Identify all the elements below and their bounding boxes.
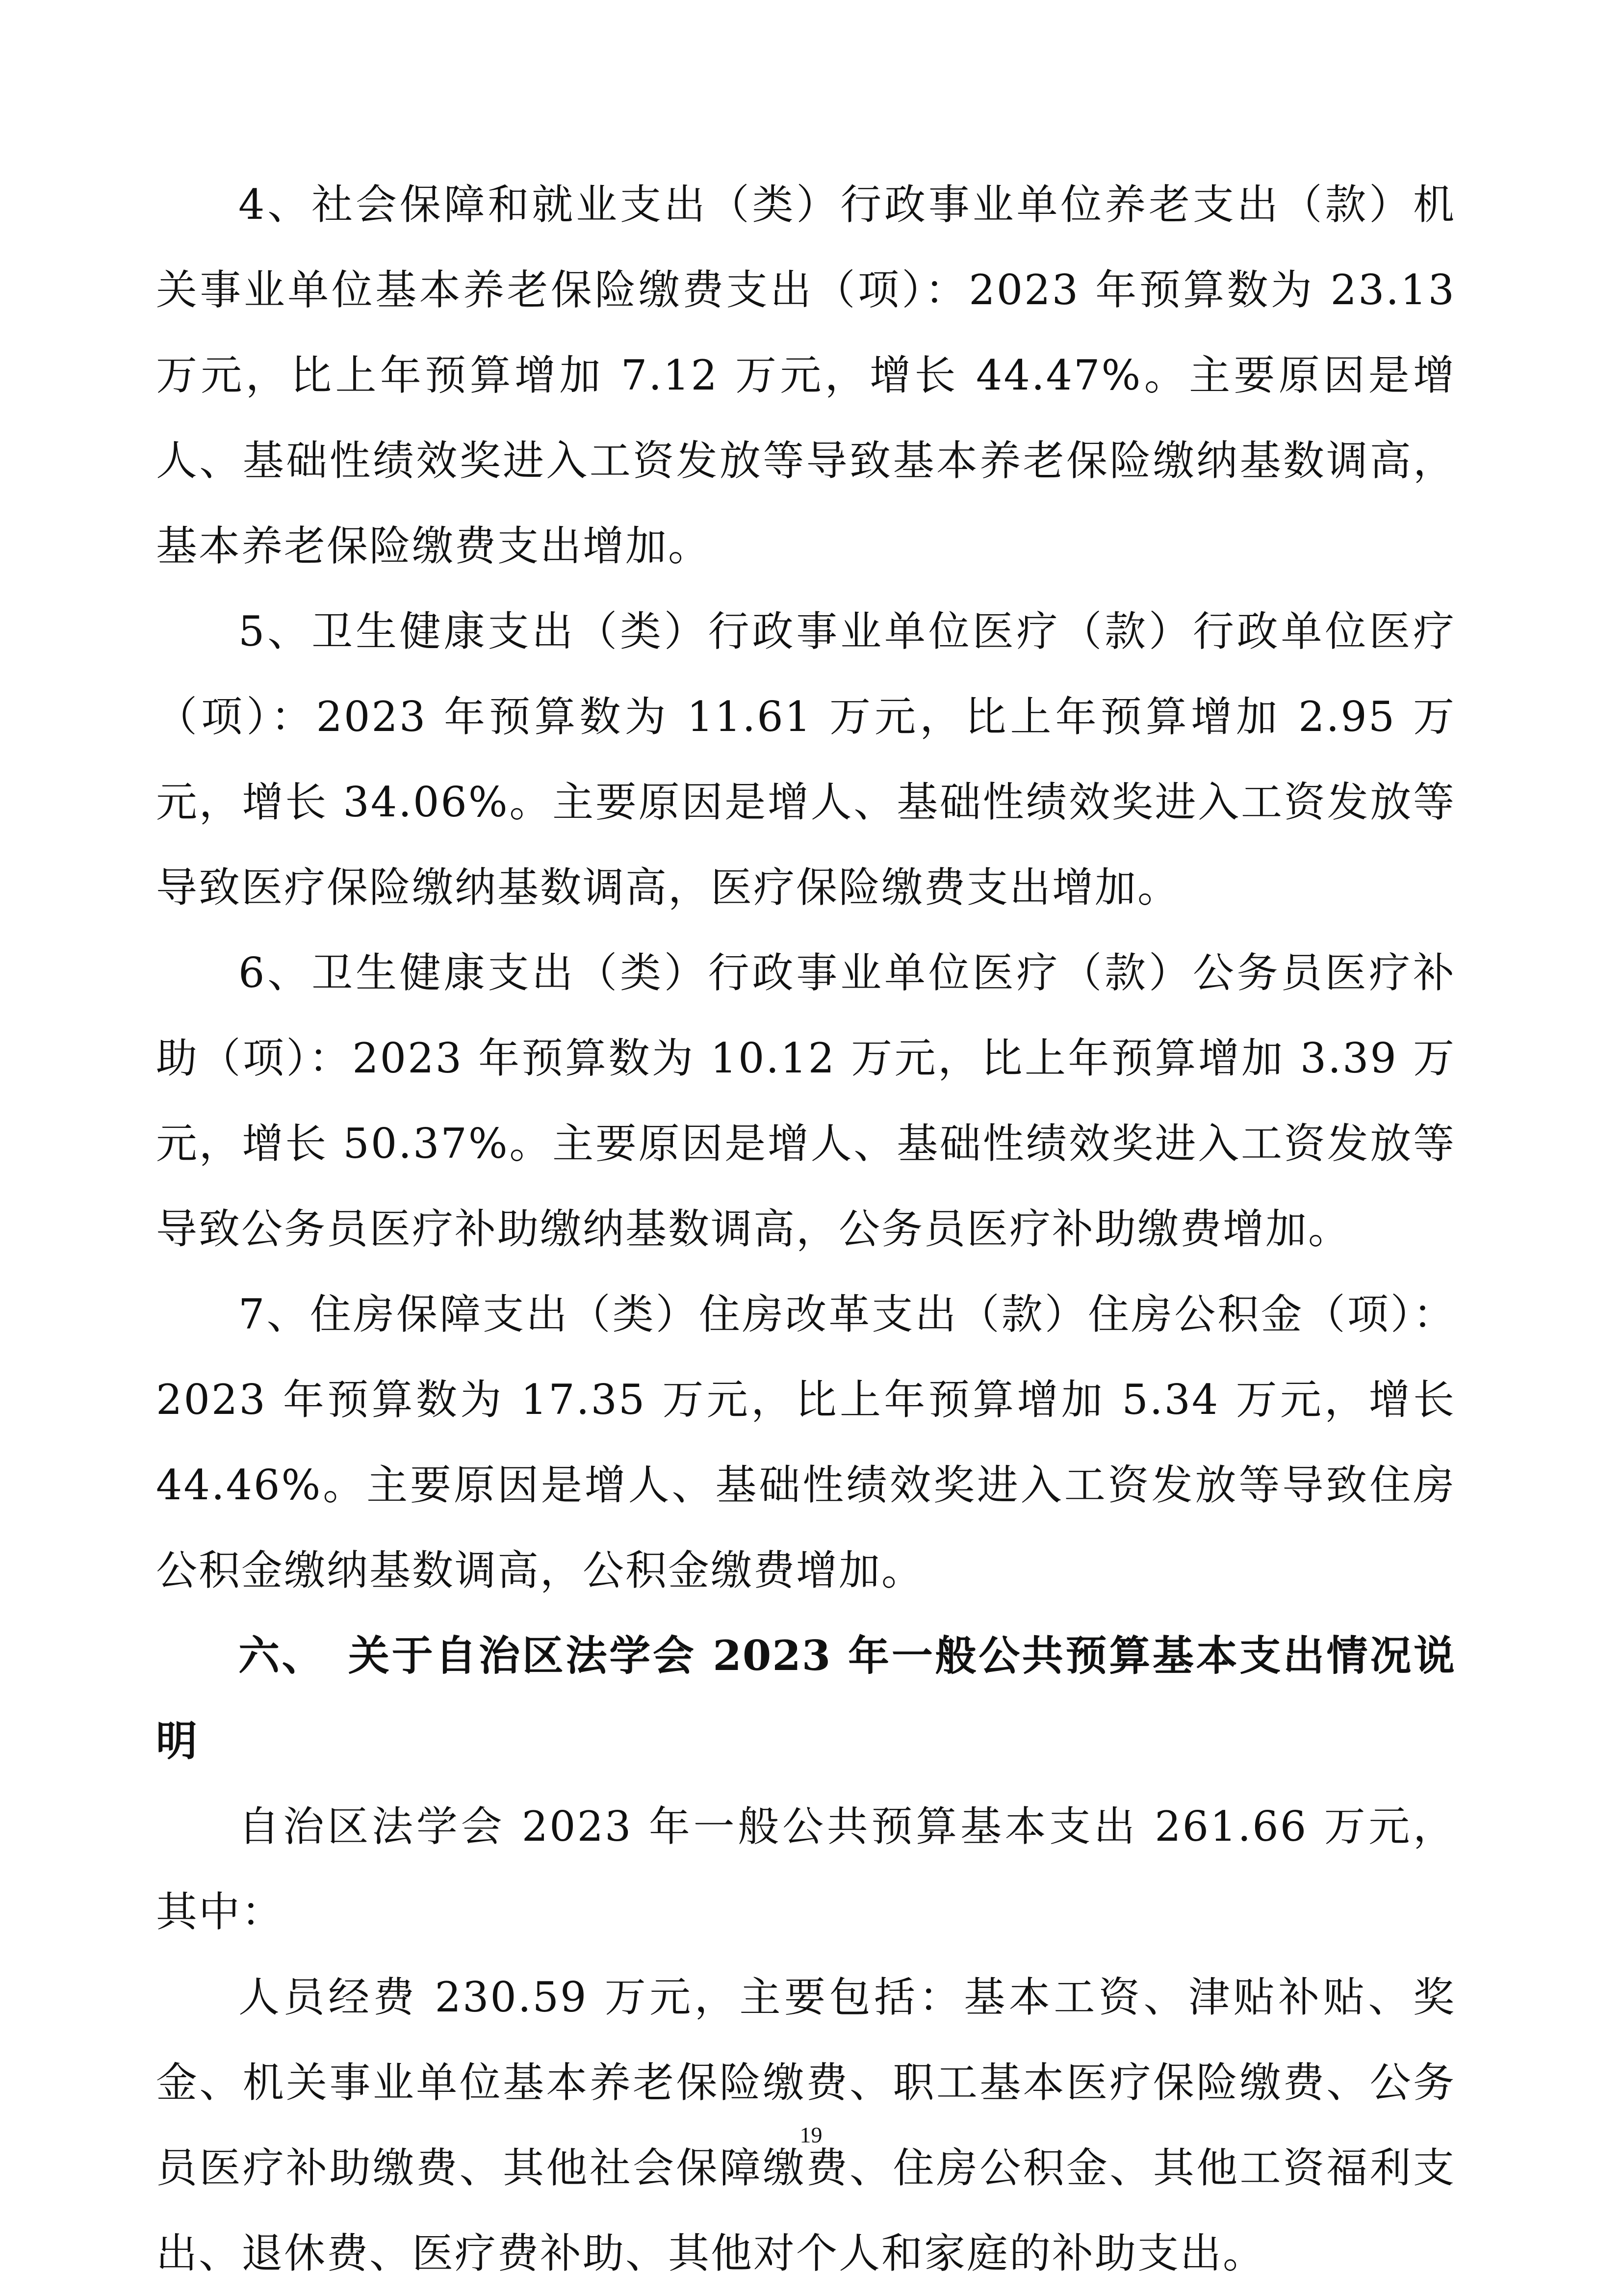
page-number: 19 — [799, 2122, 823, 2147]
section-heading: 六、 关于自治区法学会 2023 年一般公共预算基本支出情况说明 — [156, 1631, 1456, 1765]
paragraph-item-6: 6、卫生健康支出（类）行政事业单位医疗（款）公务员医疗补助（项）：2023 年预算数为 10.12 万元，比上年预算增加 3.39 万元，增长 50.37%。主要原因是增人、基础性绩效奖进入工资发放等导致公务员医疗补助缴纳基数调高，公务员医疗补助缴费增加。 — [156, 949, 1456, 1253]
document-body — [156, 162, 1456, 2296]
paragraph-item-4: 4、社会保障和就业支出（类）行政事业单位养老支出（款）机关事业单位基本养老保险缴费支出（项）：2023 年预算数为 23.13 万元，比上年预算增加 7.12 万元，增长 44.47%。主要原因是增人、基础性绩效奖进入工资发放等导致基本养老保险缴纳基数调高，基本养老保险缴费支出增加。 — [156, 181, 1456, 570]
paragraph-basic-expenditure: 自治区法学会 2023 年一般公共预算基本支出 261.66 万元，其中： — [156, 1802, 1456, 1936]
paragraph-item-7: 7、住房保障支出（类）住房改革支出（款）住房公积金（项）：2023 年预算数为 17.35 万元，比上年预算增加 5.34 万元，增长 44.46%。主要原因是增人、基础性绩效奖进入工资发放等导致住房公积金缴纳基数调高，公积金缴费增加。 — [156, 1290, 1456, 1594]
paragraph-item-5: 5、卫生健康支出（类）行政事业单位医疗（款）行政单位医疗（项）：2023 年预算数为 11.61 万元，比上年预算增加 2.95 万元，增长 34.06%。主要原因是增人、基础性绩效奖进入工资发放等导致医疗保险缴纳基数调高，医疗保险缴费支出增加。 — [156, 607, 1456, 912]
paragraph-personnel-expenses: 人员经费 230.59 万元，主要包括：基本工资、津贴补贴、奖金、机关事业单位基本养老保险缴费、职工基本医疗保险缴费、公务员医疗补助缴费、其他社会保障缴费、住房公积金、其他工资福利支出、退休费、医疗费补助、其他对个人和家庭的补助支出。 — [156, 1973, 1456, 2277]
